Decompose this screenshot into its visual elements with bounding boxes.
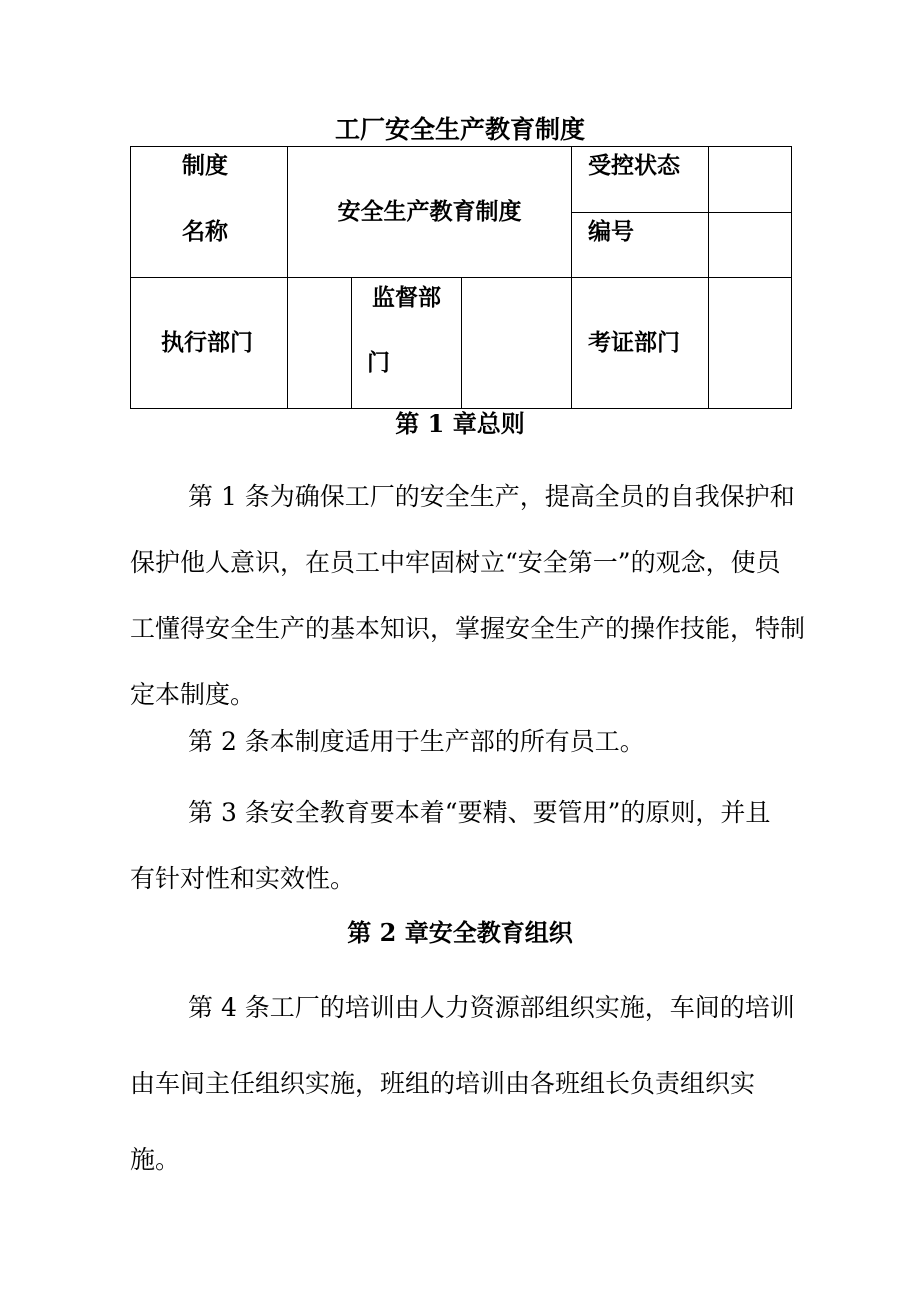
- exec-dept-label-cell: [131, 278, 288, 409]
- paragraph-line: 施。: [130, 1145, 181, 1174]
- supervise-dept-value-cell: [462, 278, 572, 409]
- article-paragraph: [130, 780, 794, 912]
- exec-dept-value-cell: [288, 278, 352, 409]
- system-name-label-line2: 名称: [182, 218, 228, 245]
- verify-dept-label: 考证部门: [588, 329, 681, 356]
- number-value-cell: [709, 212, 792, 278]
- paragraph-line: 由车间主任组织实施，班组的培训由各班组长负责组织实: [130, 1069, 756, 1098]
- paragraph-line: 第 4 条工厂的培训由人力资源部组织实施，车间的培训: [188, 993, 795, 1022]
- document-meta-table: [130, 146, 792, 409]
- paragraph-line: 工懂得安全生产的基本知识，掌握安全生产的操作技能，特制: [130, 614, 806, 643]
- system-name-label-line1: 制度: [182, 152, 228, 179]
- document-title: 工厂安全生产教育制度: [334, 115, 585, 144]
- supervise-dept-label-cell: [352, 278, 462, 409]
- paragraph-line: 定本制度。: [130, 680, 256, 709]
- article-paragraph: [130, 970, 794, 1198]
- control-status-value-cell: [709, 147, 792, 213]
- system-name-label-cell: [131, 147, 288, 278]
- supervise-dept-label-line1: 监督部: [372, 284, 441, 311]
- control-status-label: 受控状态: [588, 152, 681, 179]
- chapter-heading: 第 1 章总则: [395, 409, 525, 438]
- verify-dept-value-cell: [709, 278, 792, 409]
- control-status-label-cell: [572, 147, 709, 213]
- article-paragraph: [130, 464, 806, 728]
- article-paragraph: [130, 719, 794, 765]
- supervise-dept-label-line2: 门: [367, 349, 390, 376]
- paragraph-line: 保护他人意识，在员工中牢固树立“安全第一”的观念，使员: [130, 548, 781, 577]
- system-name-value: 安全生产教育制度: [337, 198, 522, 225]
- verify-dept-label-cell: [572, 278, 709, 409]
- paragraph-line: 有针对性和实效性。: [130, 864, 356, 893]
- chapter-heading: 第 2 章安全教育组织: [347, 918, 573, 947]
- paragraph-line: 第 3 条安全教育要本着“要精、要管用”的原则，并且: [188, 798, 771, 827]
- number-label-cell: [572, 212, 709, 278]
- exec-dept-label: 执行部门: [161, 329, 253, 356]
- paragraph-line: 第 1 条为确保工厂的安全生产，提高全员的自我保护和: [188, 482, 795, 511]
- number-label: 编号: [588, 217, 635, 245]
- system-name-value-cell: [288, 147, 572, 278]
- paragraph-line: 第 2 条本制度适用于生产部的所有员工。: [188, 727, 645, 756]
